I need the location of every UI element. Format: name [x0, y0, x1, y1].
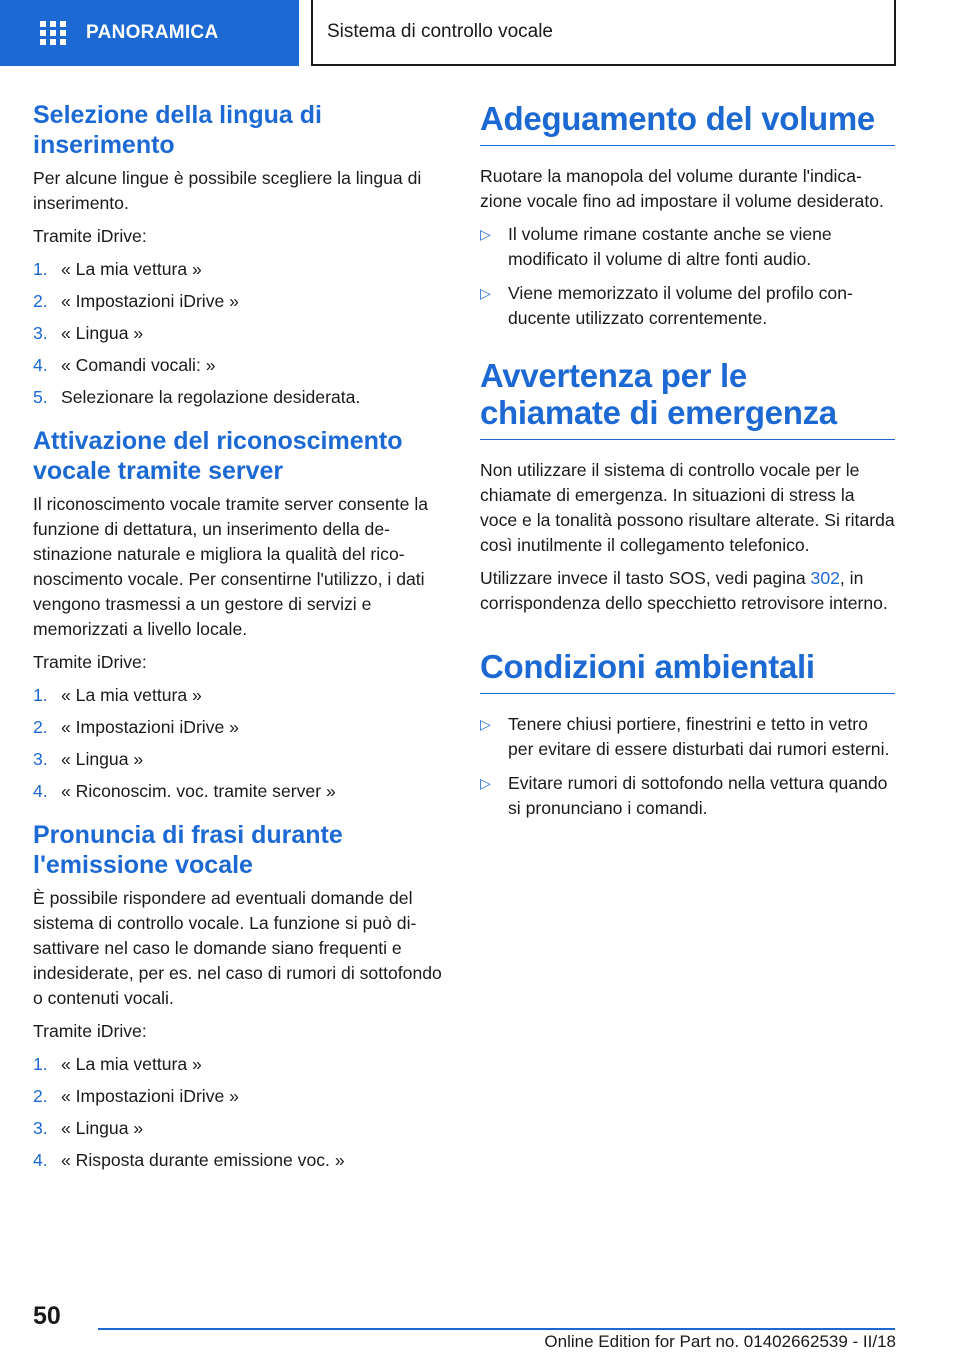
step-text: Selezionare la regolazione desiderata. [61, 387, 361, 407]
list-item [33, 1116, 448, 1141]
step-number: 2. [33, 717, 48, 737]
step-text: « Impostazioni iDrive » [61, 291, 239, 311]
step-number: 4. [33, 781, 48, 801]
list-item [33, 1148, 448, 1173]
step-number: 1. [33, 685, 48, 705]
page-link[interactable]: 302 [810, 568, 840, 588]
step-text: « Riconoscim. voc. tramite server » [61, 781, 336, 801]
section-volume [480, 100, 895, 331]
step-number: 4. [33, 355, 48, 375]
bullet-text: Viene memorizzato il volume del profilo conducente utilizzato correntemente. [508, 283, 853, 328]
list-item [33, 289, 448, 314]
left-column [33, 100, 448, 1189]
footer-edition: Online Edition for Part no. 01402662539 - II/18 [544, 1332, 896, 1351]
section-emergency-calls [480, 357, 895, 616]
page-header [0, 0, 960, 66]
bullet-list [480, 712, 895, 821]
section-environment [480, 648, 895, 821]
bullet-text: Il volume rimane costante anche se viene modificato il volume di altre fonti audio. [508, 224, 832, 269]
bullet-text: Evitare rumori di sottofondo nella vettura quando si pronunciano i comandi. [508, 773, 888, 818]
triangle-bullet-icon: ▷ [480, 716, 491, 732]
list-item [33, 683, 448, 708]
section-voice-output-response [33, 820, 448, 1173]
section-title: Adeguamento del volume [480, 100, 895, 146]
section-title: Selezione della lingua di inserimento [33, 101, 322, 159]
step-number: 2. [33, 1086, 48, 1106]
triangle-bullet-icon: ▷ [480, 775, 491, 791]
step-number: 3. [33, 749, 48, 769]
section-label: PANORAMICA [86, 22, 219, 43]
step-text: « Lingua » [61, 749, 144, 769]
step-number: 2. [33, 291, 48, 311]
list-item [33, 321, 448, 346]
text-run: , in corrispondenza dello specchietto retrovisore interno. [480, 568, 888, 613]
page-number: 50 [33, 1302, 61, 1330]
section-tab-panoramica[interactable] [0, 0, 299, 66]
step-number: 4. [33, 1150, 48, 1170]
chapter-title: Sistema di controllo vocale [327, 21, 553, 42]
list-item [33, 385, 448, 410]
list-item [480, 712, 895, 762]
paragraph: Il riconoscimento vocale tramite server consente la funzione di dettatura, un inserimento della destinazione naturale e migliora la qualità del riconoscimento vocale. Per consentirne l'utilizzo, i dati vengono trasmessi a un gestore di servizi e memorizzati a livello locale. [33, 494, 429, 639]
chapter-header [311, 0, 896, 66]
bullet-list [480, 222, 895, 331]
list-item [33, 353, 448, 378]
list-item [33, 715, 448, 740]
grid-icon [40, 21, 66, 45]
step-number: 3. [33, 323, 48, 343]
paragraph: È possibile rispondere ad eventuali domande del sistema di controllo vocale. La funzione si può disattivare nel caso le domande siano frequenti e indesiderate, per es. nel caso di rumori di sottofondo o contenuti vocali. [33, 888, 442, 1008]
bullet-text: Tenere chiusi portiere, finestrini e tetto in vetro per evitare di essere disturbati dai rumori esterni. [508, 714, 890, 759]
step-text: « Comandi vocali: » [61, 355, 216, 375]
triangle-bullet-icon: ▷ [480, 285, 491, 301]
step-text: « La mia vettura » [61, 259, 202, 279]
step-text: « Risposta durante emissione voc. » [61, 1150, 345, 1170]
section-title: Pronuncia di frasi durante l'emissione vocale [33, 821, 343, 879]
steps-list [33, 683, 448, 804]
step-text: « Impostazioni iDrive » [61, 1086, 239, 1106]
step-number: 1. [33, 1054, 48, 1074]
list-item [33, 1052, 448, 1077]
step-number: 3. [33, 1118, 48, 1138]
list-item [480, 771, 895, 821]
section-input-language [33, 100, 448, 410]
step-number: 5. [33, 387, 48, 407]
steps-intro: Tramite iDrive: [33, 226, 147, 246]
steps-intro: Tramite iDrive: [33, 652, 147, 672]
list-item [480, 222, 895, 272]
paragraph: Per alcune lingue è possibile scegliere la lingua di inserimento. [33, 168, 422, 213]
paragraph: Non utilizzare il sistema di controllo vocale per le chiamate di emergenza. In situazioni di stress la voce e la tonalità possono risultare alterate. Si ritarda così inutilmente il collegamento telefonico. [480, 460, 895, 555]
step-text: « Lingua » [61, 323, 144, 343]
section-title: Avvertenza per le chiamate di emergenza [480, 357, 895, 440]
paragraph: Ruotare la manopola del volume durante l'indicazione vocale fino ad impostare il volume desiderato. [480, 166, 884, 211]
step-text: « Lingua » [61, 1118, 144, 1138]
text-run: Utilizzare invece il tasto SOS, vedi pagina [480, 568, 811, 588]
section-server-recognition [33, 426, 448, 804]
step-text: « La mia vettura » [61, 1054, 202, 1074]
list-item [480, 281, 895, 331]
step-text: « La mia vettura » [61, 685, 202, 705]
steps-list [33, 257, 448, 410]
list-item [33, 779, 448, 804]
list-item [33, 257, 448, 282]
triangle-bullet-icon: ▷ [480, 226, 491, 242]
list-item [33, 1084, 448, 1109]
steps-intro: Tramite iDrive: [33, 1021, 147, 1041]
footer-divider [98, 1328, 895, 1330]
section-title: Attivazione del riconoscimento vocale tramite server [33, 427, 403, 485]
paragraph-sos [480, 566, 895, 616]
step-number: 1. [33, 259, 48, 279]
steps-list [33, 1052, 448, 1173]
right-column [480, 100, 895, 837]
section-title: Condizioni ambientali [480, 648, 895, 694]
step-text: « Impostazioni iDrive » [61, 717, 239, 737]
list-item [33, 747, 448, 772]
